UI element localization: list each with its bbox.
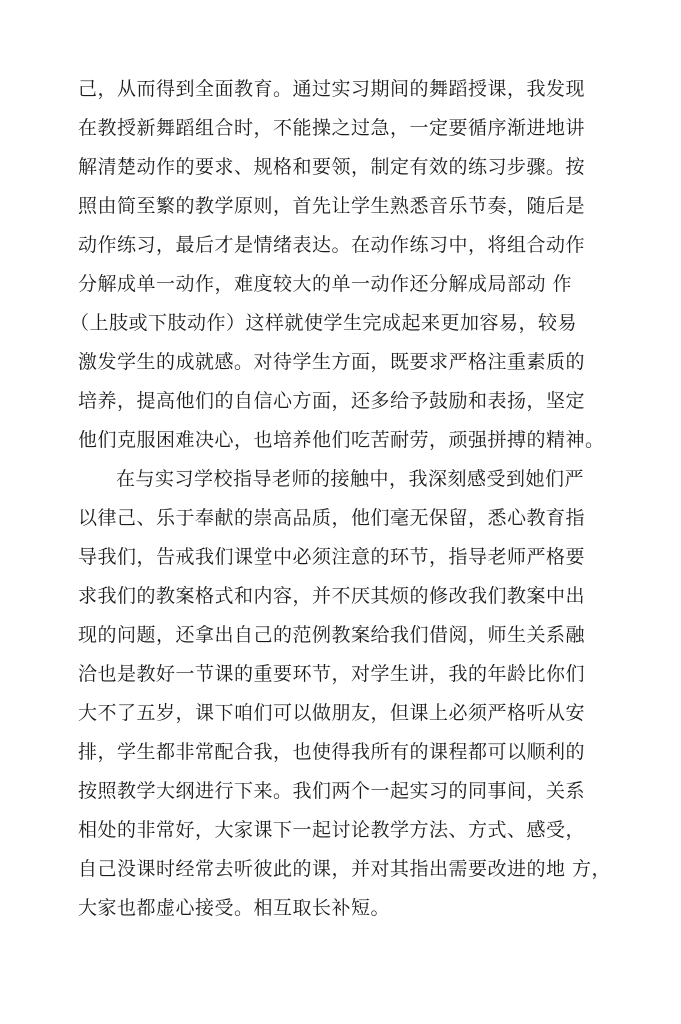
text-line: 激发学生的成就感。对待学生方面，既要求严格注重素质的	[78, 351, 586, 373]
text-line: 在教授新舞蹈组合时，不能操之过急，一定要循序渐进地讲	[78, 117, 586, 139]
text-line: 自己没课时经常去听彼此的课，并对其指出需要改进的地 方，	[78, 858, 612, 880]
text-line: 排，学生都非常配合我，也使得我所有的课程都可以顺利的	[78, 741, 586, 763]
text-line: （上肢或下肢动作）这样就使学生完成起来更加容易，较易	[70, 312, 578, 334]
text-line: 照由简至繁的教学原则，首先让学生熟悉音乐节奏，随后是	[78, 195, 586, 217]
text-line: 培养，提高他们的自信心方面，还多给予鼓励和表扬，坚定	[78, 390, 586, 412]
text-line: 导我们，告戒我们课堂中必须注意的环节，指导老师严格要	[78, 546, 586, 568]
text-line: 动作练习，最后才是情绪表达。在动作练习中，将组合动作	[78, 234, 586, 256]
text-line: 现的问题，还拿出自己的范例教案给我们借阅，师生关系融	[78, 624, 586, 646]
text-line: 大家也都虚心接受。相互取长补短。	[78, 897, 391, 919]
text-line: 大不了五岁，课下咱们可以做朋友，但课上必须严格听从安	[78, 702, 586, 724]
text-line: 解清楚动作的要求、规格和要领，制定有效的练习步骤。按	[78, 156, 586, 178]
text-line: 以律己、乐于奉献的崇高品质，他们毫无保留，悉心教育指	[78, 507, 586, 529]
text-line: 按照教学大纲进行下来。我们两个一起实习的同事间，关系	[78, 780, 586, 802]
text-line: 他们克服困难决心，也培养他们吃苦耐劳，顽强拼搏的精神。	[78, 429, 605, 451]
text-line: 在与实习学校指导老师的接触中，我深刻感受到她们严	[116, 468, 585, 490]
text-line: 相处的非常好，大家课下一起讨论教学方法、方式、感受，	[78, 819, 586, 841]
text-line: 己，从而得到全面教育。通过实习期间的舞蹈授课，我发现	[78, 78, 586, 100]
text-line: 分解成单一动作，难度较大的单一动作还分解成局部动 作	[78, 273, 573, 295]
text-line: 求我们的教案格式和内容，并不厌其烦的修改我们教案中出	[78, 585, 586, 607]
text-line: 洽也是教好一节课的重要环节，对学生讲，我的年龄比你们	[78, 663, 586, 685]
